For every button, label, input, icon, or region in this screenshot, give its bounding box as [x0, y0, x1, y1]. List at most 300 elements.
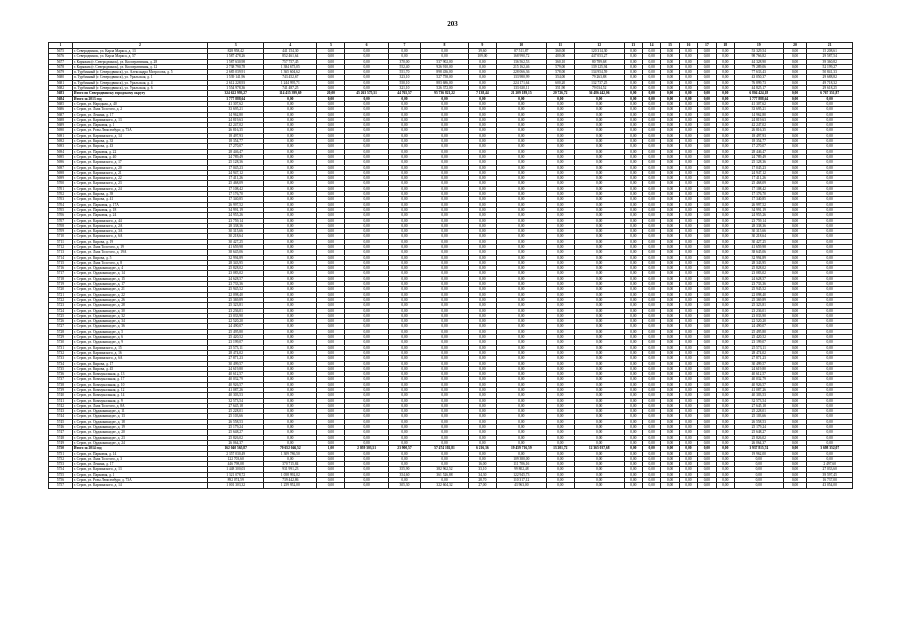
address-cell: г. Серов, ул. Кирова, д. 19: [72, 239, 207, 244]
value-cell: 0,00: [388, 414, 420, 419]
value-cell: 0,00: [264, 319, 317, 324]
value-cell: 0,00: [807, 297, 853, 302]
value-cell: 0,00: [468, 207, 496, 212]
value-cell: 0,00: [661, 75, 679, 80]
row-number-cell: 5728: [49, 329, 73, 334]
value-cell: 24 789,49: [208, 154, 264, 159]
value-cell: 114 415 399,69: [264, 91, 317, 96]
value-cell: 0,00: [264, 229, 317, 234]
value-cell: 23 236,01: [734, 308, 783, 313]
value-cell: 0,00: [317, 414, 345, 419]
value-cell: 0,00: [421, 218, 469, 223]
value-cell: 0,00: [783, 117, 807, 122]
value-cell: 0,00: [807, 435, 853, 440]
value-cell: 0,00: [716, 414, 734, 419]
value-cell: 0,00: [264, 144, 317, 149]
value-cell: 0,00: [546, 393, 574, 398]
row-number-cell: 5722: [49, 297, 73, 302]
value-cell: 0,00: [716, 176, 734, 181]
value-cell: 0,00: [698, 154, 716, 159]
value-cell: 0,00: [421, 96, 469, 101]
value-cell: 0,00: [807, 287, 853, 292]
value-cell: 0,00: [496, 292, 546, 297]
value-cell: 0,00: [496, 271, 546, 276]
value-cell: 0,00: [546, 197, 574, 202]
value-cell: 0,00: [807, 403, 853, 408]
value-cell: 28 474,02: [734, 350, 783, 355]
value-cell: 0,00: [807, 382, 853, 387]
value-cell: 0,00: [783, 319, 807, 324]
value-cell: 1 244 995,71: [264, 80, 317, 85]
value-cell: 0,00: [716, 244, 734, 249]
row-number-cell: 5690: [49, 128, 73, 133]
value-cell: 0,00: [679, 218, 697, 223]
value-cell: 0,00: [264, 335, 317, 340]
value-cell: 0,00: [421, 229, 469, 234]
value-cell: 0,00: [317, 80, 345, 85]
value-cell: 0,00: [716, 213, 734, 218]
address-cell: г. Серов, ул. Карпинского, д. 20: [72, 165, 207, 170]
row-number-cell: 5740: [49, 393, 73, 398]
value-cell: 0,00: [661, 456, 679, 461]
value-cell: 0,00: [264, 287, 317, 292]
value-cell: 28 343,95: [208, 260, 264, 265]
value-cell: 0,00: [546, 244, 574, 249]
value-cell: 0,00: [807, 107, 853, 112]
address-cell: г. Серов, ул. Льва Толстого, д. 8А: [72, 403, 207, 408]
value-cell: 0,00: [574, 176, 624, 181]
value-cell: 0,00: [734, 478, 783, 483]
value-cell: 0,00: [317, 218, 345, 223]
value-cell: 25 228,01: [734, 409, 783, 414]
value-cell: 0,00: [496, 313, 546, 318]
value-cell: 0,00: [468, 149, 496, 154]
value-cell: 17 411,26: [208, 176, 264, 181]
value-cell: 0,00: [624, 176, 642, 181]
value-cell: 0,00: [698, 324, 716, 329]
value-cell: 0,00: [716, 165, 734, 170]
value-cell: 0,00: [642, 366, 660, 371]
row-number-cell: 5710: [49, 234, 73, 239]
value-cell: 0,00: [345, 96, 388, 101]
value-cell: 0,00: [624, 213, 642, 218]
value-cell: 0,00: [496, 388, 546, 393]
value-cell: 0,00: [546, 170, 574, 175]
value-cell: 0,00: [574, 192, 624, 197]
row-number-cell: 5686: [49, 107, 73, 112]
value-cell: 0,00: [716, 117, 734, 122]
address-cell: г. Серов, ул. Карпинского, д. 2А: [72, 223, 207, 228]
value-cell: 0,00: [624, 107, 642, 112]
value-cell: 15 208,61: [807, 49, 853, 54]
value-cell: 0,00: [807, 456, 853, 461]
row-number-cell: 5692: [49, 139, 73, 144]
value-cell: 0,00: [716, 255, 734, 260]
value-cell: 0,00: [661, 192, 679, 197]
row-number-cell: 5675: [49, 49, 73, 54]
address-cell: г. Северодвинск, ул. Карла Маркса, д. 13: [72, 49, 207, 54]
value-cell: 0,00: [468, 117, 496, 122]
row-number-cell: 5679: [49, 70, 73, 75]
value-cell: 0,00: [546, 372, 574, 377]
value-cell: 579,00: [546, 64, 574, 69]
value-cell: 0,00: [642, 324, 660, 329]
value-cell: 351,90: [546, 86, 574, 91]
address-cell: г. Серов, ул. Карпинского, д. 24: [72, 186, 207, 191]
value-cell: 0,00: [345, 154, 388, 159]
value-cell: 0,00: [716, 303, 734, 308]
value-cell: 0,00: [574, 440, 624, 445]
value-cell: 0,00: [574, 345, 624, 350]
value-cell: 0,00: [496, 107, 546, 112]
value-cell: 0,00: [716, 361, 734, 366]
value-cell: 0,00: [574, 361, 624, 366]
value-cell: 0,00: [716, 425, 734, 430]
value-cell: 0,00: [468, 308, 496, 313]
value-cell: 0,00: [388, 403, 420, 408]
value-cell: 0,00: [624, 287, 642, 292]
row-number-cell: 5706: [49, 213, 73, 218]
value-cell: 0,00: [716, 250, 734, 255]
value-cell: 0,00: [716, 128, 734, 133]
value-cell: 0,00: [317, 324, 345, 329]
value-cell: 0,00: [421, 144, 469, 149]
value-cell: 0,00: [421, 170, 469, 175]
value-cell: 0,00: [642, 218, 660, 223]
value-cell: 0,00: [698, 49, 716, 54]
address-cell: г. Серов, ул. Парковая, д. 14: [72, 451, 207, 456]
value-cell: 0,00: [264, 276, 317, 281]
value-cell: 0,00: [698, 176, 716, 181]
value-cell: 0,00: [807, 292, 853, 297]
value-cell: 0,00: [698, 213, 716, 218]
value-cell: 0,00: [698, 123, 716, 128]
value-cell: 0,00: [345, 107, 388, 112]
value-cell: 0,00: [698, 388, 716, 393]
value-cell: 0,00: [783, 255, 807, 260]
value-cell: 0,00: [546, 356, 574, 361]
value-cell: 0,00: [698, 446, 716, 451]
value-cell: 24 619,80: [208, 366, 264, 371]
value-cell: 0,00: [468, 266, 496, 271]
value-cell: 0,00: [624, 223, 642, 228]
value-cell: 0,00: [264, 356, 317, 361]
address-cell: г. Серов, ул. Коммунальная, д. 12: [72, 388, 207, 393]
value-cell: 25 179,24: [734, 425, 783, 430]
value-cell: 0,00: [264, 308, 317, 313]
value-cell: 0,00: [807, 160, 853, 165]
value-cell: 0,00: [716, 223, 734, 228]
value-cell: 40 303,53: [208, 393, 264, 398]
value-cell: 0,00: [345, 403, 388, 408]
value-cell: 25 826,02: [734, 435, 783, 440]
value-cell: 739 442,86: [264, 478, 317, 483]
value-cell: 0,00: [783, 409, 807, 414]
value-cell: 0,00: [783, 414, 807, 419]
value-cell: 0,00: [546, 456, 574, 461]
value-cell: 25 468,09: [208, 181, 264, 186]
value-cell: 0,00: [642, 393, 660, 398]
value-cell: 0,00: [546, 345, 574, 350]
value-cell: 95 736 821,22: [421, 91, 469, 96]
value-cell: 741 487,25: [264, 86, 317, 91]
value-cell: 0,00: [624, 329, 642, 334]
value-cell: 0,00: [345, 49, 388, 54]
value-cell: 0,00: [496, 101, 546, 106]
value-cell: 0,00: [317, 255, 345, 260]
value-cell: 0,00: [642, 356, 660, 361]
value-cell: 39 597,45: [807, 472, 853, 477]
value-cell: 0,00: [421, 123, 469, 128]
value-cell: 0,00: [807, 319, 853, 324]
value-cell: 0,00: [783, 472, 807, 477]
value-cell: 0,00: [642, 101, 660, 106]
value-cell: 17 411,26: [734, 176, 783, 181]
value-cell: 0,00: [807, 117, 853, 122]
address-cell: г. Серов, ул. Карпинского, д. 6А: [72, 356, 207, 361]
address-cell: г. Серов, ул. Карпинского, д. 16: [72, 350, 207, 355]
value-cell: 0,00: [574, 144, 624, 149]
value-cell: 0,00: [716, 446, 734, 451]
value-cell: 0,00: [574, 282, 624, 287]
table-row: [49, 483, 853, 488]
value-cell: 0,00: [624, 64, 642, 69]
address-cell: г. Серов, ул. Орджоникидзе, д. 28: [72, 303, 207, 308]
value-cell: 0,00: [716, 335, 734, 340]
value-cell: 0,00: [317, 133, 345, 138]
value-cell: 0,00: [574, 462, 624, 467]
value-cell: 0,00: [624, 75, 642, 80]
value-cell: 0,00: [783, 340, 807, 345]
value-cell: 0,00: [698, 186, 716, 191]
value-cell: 0,00: [345, 440, 388, 445]
value-cell: 0,00: [468, 366, 496, 371]
value-cell: 0,00: [317, 202, 345, 207]
value-cell: 0,00: [388, 313, 420, 318]
value-cell: 0,00: [783, 181, 807, 186]
value-cell: 0,00: [783, 462, 807, 467]
value-cell: 16 737,00: [807, 478, 853, 483]
value-cell: 0,00: [264, 255, 317, 260]
value-cell: 40 032,79: [208, 377, 264, 382]
value-cell: 0,00: [679, 382, 697, 387]
value-cell: 0,00: [624, 139, 642, 144]
value-cell: 0,00: [317, 112, 345, 117]
value-cell: 0,00: [574, 223, 624, 228]
value-cell: 0,00: [546, 462, 574, 467]
value-cell: 0,00: [546, 451, 574, 456]
value-cell: 0,00: [807, 372, 853, 377]
value-cell: 0,00: [345, 435, 388, 440]
value-cell: 0,00: [661, 117, 679, 122]
value-cell: 24 490,07: [208, 324, 264, 329]
value-cell: 0,00: [698, 244, 716, 249]
value-cell: 0,00: [345, 324, 388, 329]
value-cell: 0,00: [698, 430, 716, 435]
row-number-cell: 5700: [49, 181, 73, 186]
row-number-cell: 5689: [49, 123, 73, 128]
value-cell: 0,00: [496, 340, 546, 345]
value-cell: 0,00: [468, 128, 496, 133]
value-cell: 0,00: [345, 181, 388, 186]
value-cell: 0,00: [496, 128, 546, 133]
value-cell: 0,00: [783, 425, 807, 430]
value-cell: 0,00: [642, 86, 660, 91]
value-cell: 0,00: [698, 276, 716, 281]
value-cell: 0,00: [468, 340, 496, 345]
value-cell: 80 789,68: [574, 59, 624, 64]
column-header: 11: [546, 43, 574, 49]
value-cell: 0,00: [698, 377, 716, 382]
value-cell: 0,00: [496, 361, 546, 366]
address-cell: г. Серов, ул. Кирова, д. 17: [72, 361, 207, 366]
value-cell: 0,00: [783, 160, 807, 165]
value-cell: 0,00: [624, 345, 642, 350]
value-cell: 0,00: [698, 117, 716, 122]
value-cell: 0,00: [388, 345, 420, 350]
value-cell: 0,00: [317, 186, 345, 191]
value-cell: 898 436,00: [421, 70, 469, 75]
value-cell: 0,00: [574, 244, 624, 249]
value-cell: 0,00: [546, 366, 574, 371]
column-header: 12: [574, 43, 624, 49]
value-cell: 23 083,02: [734, 271, 783, 276]
value-cell: 0,00: [624, 86, 642, 91]
value-cell: 370,00: [388, 59, 420, 64]
row-number-cell: 5707: [49, 218, 73, 223]
value-cell: 0,00: [388, 218, 420, 223]
value-cell: 0,00: [468, 414, 496, 419]
value-cell: 30 499,57: [734, 361, 783, 366]
value-cell: 29 688,82: [807, 75, 853, 80]
value-cell: 0,00: [546, 276, 574, 281]
value-cell: 0,00: [679, 186, 697, 191]
value-cell: 0,00: [661, 165, 679, 170]
value-cell: 0,00: [317, 313, 345, 318]
value-cell: 0,00: [496, 123, 546, 128]
value-cell: 0,00: [574, 308, 624, 313]
value-cell: 0,00: [546, 329, 574, 334]
value-cell: 0,00: [496, 329, 546, 334]
value-cell: 0,00: [679, 229, 697, 234]
value-cell: 0,00: [624, 324, 642, 329]
value-cell: 22 098,40: [208, 292, 264, 297]
value-cell: 0,00: [698, 350, 716, 355]
value-cell: 0,00: [642, 276, 660, 281]
value-cell: 0,00: [716, 329, 734, 334]
value-cell: 41 087,26: [208, 388, 264, 393]
column-header: 2: [72, 43, 207, 49]
row-number-cell: 5682: [49, 86, 73, 91]
value-cell: 0,00: [574, 239, 624, 244]
value-cell: 0,00: [468, 324, 496, 329]
value-cell: 0,00: [468, 372, 496, 377]
value-cell: 0,00: [496, 139, 546, 144]
value-cell: 550,10: [388, 80, 420, 85]
value-cell: 0,00: [698, 64, 716, 69]
value-cell: 0,00: [345, 287, 388, 292]
value-cell: 0,00: [679, 112, 697, 117]
value-cell: 0,00: [546, 361, 574, 366]
value-cell: 0,00: [345, 234, 388, 239]
address-cell: г. Серов, ул. Орджоникидзе, д. 5: [72, 329, 207, 334]
value-cell: 0,00: [624, 398, 642, 403]
value-cell: 0,00: [546, 403, 574, 408]
value-cell: 0,00: [661, 329, 679, 334]
value-cell: 0,00: [496, 430, 546, 435]
value-cell: 87 511,87: [496, 49, 546, 54]
value-cell: 0,00: [679, 350, 697, 355]
column-header: 5: [317, 43, 345, 49]
row-number-cell: 5756: [49, 478, 73, 483]
value-cell: 0,00: [642, 207, 660, 212]
value-cell: 2 685 039,91: [208, 70, 264, 75]
value-cell: 0,00: [317, 303, 345, 308]
value-cell: 57 474 102,81: [421, 446, 469, 451]
value-cell: 27 645,18: [208, 403, 264, 408]
value-cell: 0,00: [574, 271, 624, 276]
value-cell: 0,00: [716, 197, 734, 202]
row-number-cell: 5678: [49, 64, 73, 69]
value-cell: 0,00: [783, 303, 807, 308]
value-cell: 0,00: [716, 467, 734, 472]
value-cell: 0,00: [574, 356, 624, 361]
value-cell: 0,00: [468, 133, 496, 138]
value-cell: 25 945,52: [208, 287, 264, 292]
value-cell: 0,00: [345, 372, 388, 377]
value-cell: 1 365 604,62: [264, 70, 317, 75]
value-cell: 0,00: [574, 366, 624, 371]
value-cell: 0,00: [716, 260, 734, 265]
value-cell: 0,00: [388, 308, 420, 313]
value-cell: 0,00: [624, 276, 642, 281]
value-cell: 0,00: [679, 64, 697, 69]
value-cell: 0,00: [642, 234, 660, 239]
value-cell: 0,00: [624, 192, 642, 197]
value-cell: 23 900,57: [388, 446, 420, 451]
value-cell: 0,00: [661, 223, 679, 228]
value-cell: 0,00: [345, 329, 388, 334]
value-cell: 0,00: [661, 324, 679, 329]
value-cell: 0,00: [468, 229, 496, 234]
value-cell: 38 645,06: [208, 250, 264, 255]
value-cell: 0,00: [783, 361, 807, 366]
value-cell: 0,00: [388, 276, 420, 281]
value-cell: 0,00: [421, 366, 469, 371]
value-cell: 28 446,47: [208, 149, 264, 154]
value-cell: 354,60: [388, 472, 420, 477]
value-cell: 0,00: [783, 239, 807, 244]
value-cell: 0,00: [642, 250, 660, 255]
value-cell: 0,00: [679, 202, 697, 207]
value-cell: 0,00: [679, 181, 697, 186]
value-cell: 0,00: [661, 229, 679, 234]
value-cell: 0,00: [264, 107, 317, 112]
row-number-cell: 5713: [49, 250, 73, 255]
address-cell: г. Серов, ул. Карпинского, д. 44: [72, 218, 207, 223]
value-cell: 0,00: [574, 372, 624, 377]
value-cell: 98 766,82: [734, 54, 783, 59]
value-cell: 0,00: [698, 435, 716, 440]
value-cell: 0,00: [345, 430, 388, 435]
value-cell: 0,00: [642, 244, 660, 249]
value-cell: 0,00: [317, 372, 345, 377]
value-cell: 49 718,32: [807, 80, 853, 85]
value-cell: 0,00: [496, 398, 546, 403]
value-cell: 0,00: [783, 154, 807, 159]
value-cell: 0,00: [642, 308, 660, 313]
value-cell: 0,00: [468, 75, 496, 80]
